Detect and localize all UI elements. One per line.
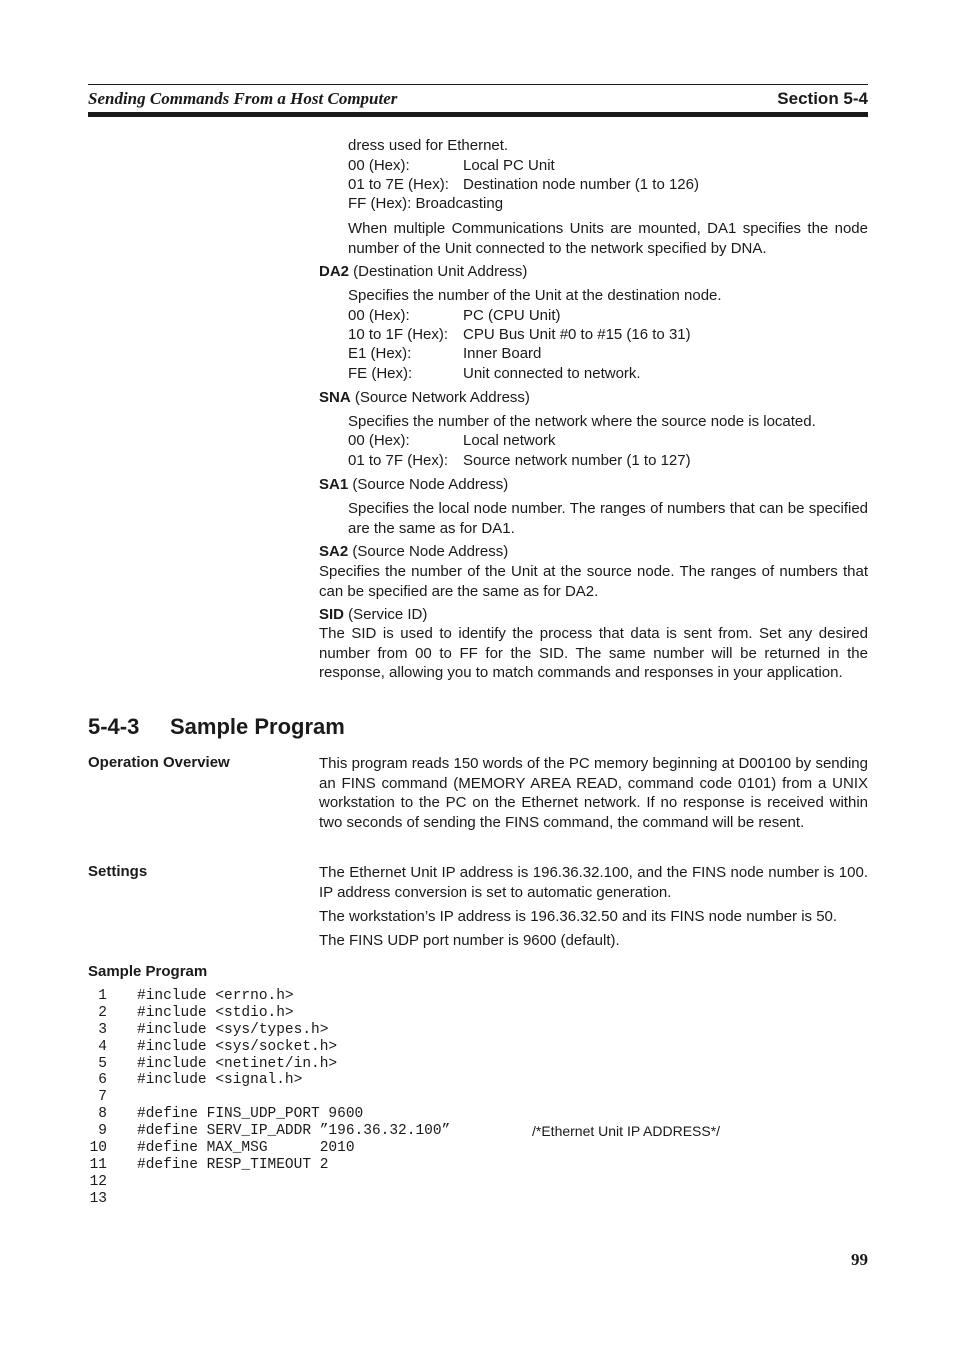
sna-row-1-value: Local network (463, 432, 556, 449)
line-number: 10 (89, 1140, 107, 1157)
line-number: 1 (98, 988, 107, 1004)
code-line (88, 1191, 107, 1208)
line-number: 3 (98, 1021, 107, 1038)
line-number: 12 (89, 1173, 107, 1190)
sna-row-1-key: 00 (Hex): (348, 432, 410, 449)
line-number: 4 (98, 1038, 107, 1055)
running-header-title: Sending Commands From a Host Computer (88, 89, 398, 108)
code-line (88, 1156, 329, 1174)
code-text: #include <signal.h> (137, 1072, 303, 1089)
settings-paragraph-2: The workstation’s IP address is 196.36.32.50 and its FINS node number is 50. (319, 908, 838, 925)
sna-intro: Specifies the number of the network where the source node is located. (348, 413, 816, 430)
code-comment: /*Ethernet Unit IP ADDRESS*/ (532, 1123, 721, 1140)
da2-heading (319, 262, 527, 282)
da1-row-1-value: Local PC Unit (463, 157, 555, 174)
line-number: 6 (98, 1072, 107, 1089)
line-number: 5 (98, 1055, 107, 1072)
line-number: 11 (89, 1156, 107, 1173)
operation-overview-text: This program reads 150 words of the PC memory beginning at D00100 by sending an FINS command (MEMORY AREA READ, command code 0101) from a UNIX workstation to the PC on the Ethernet network. If no response is received within two seconds of sending the FINS command, the command will be resent. (319, 755, 868, 831)
da1-row-2-value: Destination node number (1 to 126) (463, 176, 699, 193)
da2-term: DA2 (319, 263, 350, 280)
da1-continuation: dress used for Ethernet. (348, 137, 509, 154)
code-listing (88, 988, 721, 1208)
line-number: 9 (98, 1123, 107, 1140)
settings-label: Settings (88, 863, 148, 880)
code-text: #include <netinet/in.h> (137, 1055, 338, 1072)
sa2-desc: (Source Node Address) (348, 543, 509, 560)
da1-note: When multiple Communications Units are mounted, DA1 specifies the node number of the Unit connected to the network specified by DNA. (348, 220, 868, 257)
sna-desc: (Source Network Address) (350, 389, 530, 406)
settings-paragraph-3: The FINS UDP port number is 9600 (default). (319, 932, 620, 949)
code-text: #include <sys/socket.h> (137, 1038, 338, 1055)
section-heading (88, 714, 345, 740)
da2-row-2 (348, 325, 691, 345)
da2-row-4-key: FE (Hex): (348, 365, 413, 382)
page-number: 99 (851, 1250, 868, 1269)
da2-row-1-key: 00 (Hex): (348, 307, 410, 324)
sa2-term: SA2 (319, 543, 349, 560)
sample-program-label: Sample Program (88, 963, 208, 980)
sid-text: The SID is used to identify the process that data is sent from. Set any desired number from 00 to FF for the SID. The same number will be returned in the response, allowing you to match commands and responses in your application. (319, 625, 868, 681)
da2-row-2-key: 10 to 1F (Hex): (348, 326, 449, 343)
da2-row-4-value: Unit connected to network. (463, 365, 641, 382)
sna-row-1 (348, 431, 556, 451)
da2-row-3-key: E1 (Hex): (348, 345, 412, 362)
section-title: Sample Program (170, 714, 345, 739)
header-rule-top (88, 84, 868, 85)
code-line (88, 1089, 107, 1106)
da2-row-4 (348, 364, 641, 384)
code-text: #define SERV_IP_ADDR ”196.36.32.100” (137, 1123, 451, 1140)
da1-row-1 (348, 156, 555, 176)
section-number: 5-4-3 (88, 714, 140, 739)
code-line (88, 1021, 329, 1039)
sa2-text: Specifies the number of the Unit at the source node. The ranges of numbers that can be specified are the same as for DA2. (319, 563, 868, 600)
code-line (88, 1038, 338, 1056)
code-line (88, 1140, 355, 1157)
da2-row-3-value: Inner Board (463, 345, 542, 362)
sna-term: SNA (319, 389, 351, 406)
da2-intro: Specifies the number of the Unit at the destination node. (348, 287, 722, 304)
da2-row-3 (348, 344, 541, 364)
code-text: #include <sys/types.h> (137, 1021, 329, 1038)
code-text: #include <errno.h> (137, 988, 294, 1004)
sa1-desc: (Source Node Address) (348, 476, 509, 493)
sna-row-2-key: 01 to 7F (Hex): (348, 452, 449, 469)
code-line (88, 1174, 107, 1191)
da2-row-1-value: PC (CPU Unit) (463, 307, 561, 324)
da2-desc: (Destination Unit Address) (349, 263, 528, 280)
da1-row-2-key: 01 to 7E (Hex): (348, 176, 449, 193)
da1-row-1-key: 00 (Hex): (348, 157, 410, 174)
line-number: 7 (98, 1089, 107, 1106)
code-line (88, 1072, 303, 1089)
code-text: #define FINS_UDP_PORT 9600 (137, 1106, 364, 1123)
da1-row-3: FF (Hex): Broadcasting (348, 195, 504, 212)
sna-row-2 (348, 451, 691, 471)
sna-heading (319, 388, 530, 408)
da2-row-2-value: CPU Bus Unit #0 to #15 (16 to 31) (463, 326, 691, 343)
sid-heading (319, 605, 427, 625)
da1-row-2 (348, 175, 699, 195)
line-number: 13 (89, 1190, 107, 1207)
sa2-heading (319, 542, 508, 562)
code-line (88, 988, 294, 1005)
code-line (88, 1055, 338, 1073)
running-header-section: Section 5-4 (777, 89, 868, 108)
line-number: 8 (98, 1106, 107, 1123)
code-text: #include <stdio.h> (137, 1004, 294, 1021)
sid-desc: (Service ID) (344, 606, 428, 623)
code-line (88, 1123, 721, 1140)
code-text: #define RESP_TIMEOUT 2 (137, 1156, 329, 1173)
code-line (88, 1106, 364, 1123)
header-rule-bottom (88, 112, 868, 117)
settings-paragraph-1: The Ethernet Unit IP address is 196.36.32.100, and the FINS node number is 100. IP address conversion is set to automatic generation. (319, 864, 868, 901)
sid-term: SID (319, 606, 345, 623)
code-text: #define MAX_MSG 2010 (137, 1140, 355, 1157)
sa1-term: SA1 (319, 476, 349, 493)
code-line (88, 1004, 294, 1022)
operation-overview-label: Operation Overview (88, 754, 230, 771)
line-number: 2 (98, 1004, 107, 1021)
da2-row-1 (348, 306, 561, 326)
sna-row-2-value: Source network number (1 to 127) (463, 452, 691, 469)
sa1-text: Specifies the local node number. The ranges of numbers that can be specified are the same as for DA1. (348, 500, 868, 537)
sa1-heading (319, 475, 508, 495)
